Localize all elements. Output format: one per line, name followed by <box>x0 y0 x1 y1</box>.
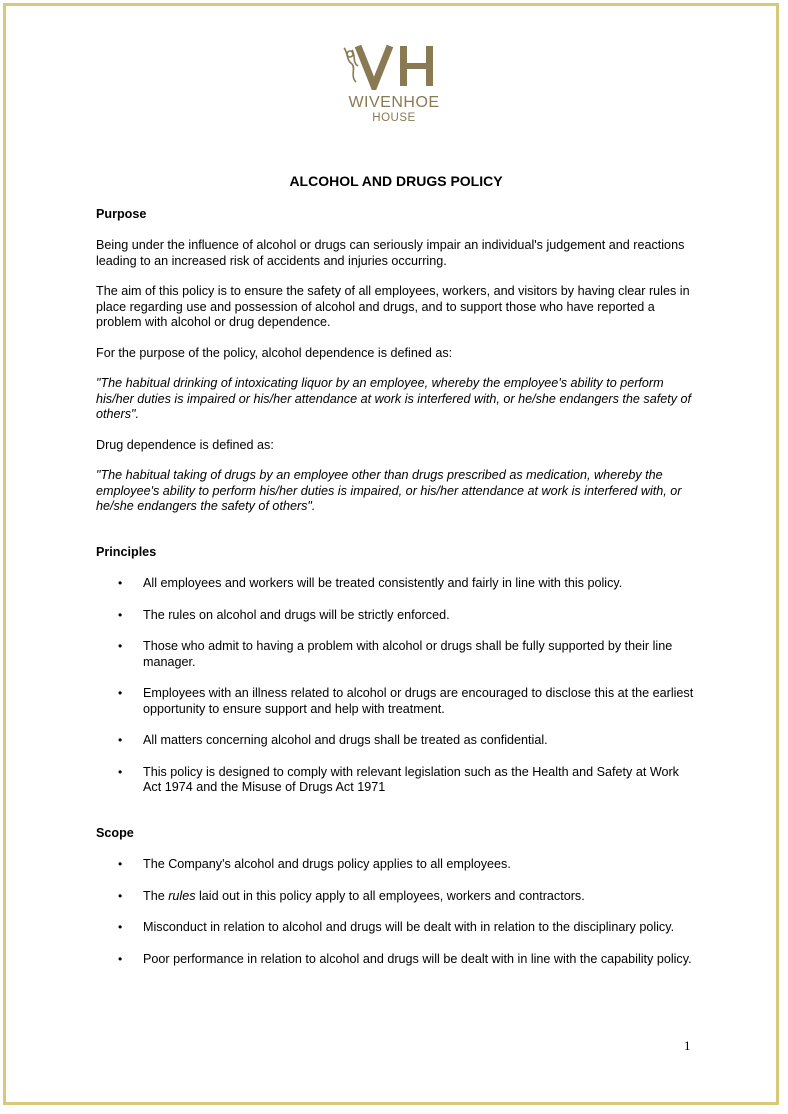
list-item: • Those who admit to having a problem with alcohol or drugs shall be fully supported by their line manager. <box>118 639 673 669</box>
drug-dependence-definition <box>96 468 696 515</box>
list-item: • The rules laid out in this policy apply to all employees, workers and contractors. <box>118 888 585 903</box>
bullet-icon: • <box>118 857 123 871</box>
list-item: • Poor performance in relation to alcohol and drugs will be dealt with in line with the capability policy. <box>118 951 692 966</box>
purpose-paragraph-2: The aim of this policy is to ensure the safety of all employees, workers, and visitors by having clear rules in place regarding use and possession of alcohol and drugs, and to support those who have reported a problem with alcohol or drug dependence. <box>96 284 690 329</box>
document-title: ALCOHOL AND DRUGS POLICY <box>289 173 503 189</box>
bullet-icon: • <box>118 607 123 622</box>
list-item: • All matters concerning alcohol and drugs shall be treated as confidential. <box>118 733 548 747</box>
list-item: • The rules on alcohol and drugs will be strictly enforced. <box>118 607 450 622</box>
purpose-paragraph-1: Being under the influence of alcohol or drugs can seriously impair an individual's judgement and reactions leading to an increased risk of accidents and injuries occurring. <box>96 238 685 268</box>
purpose-paragraph-4: Drug dependence is defined as: <box>96 437 274 452</box>
bullet-icon: • <box>118 951 123 966</box>
bullet-icon: • <box>118 576 123 590</box>
bullet-icon: • <box>118 686 123 700</box>
alcohol-dependence-definition <box>96 376 696 423</box>
purpose-paragraph-3: For the purpose of the policy, alcohol dependence is defined as: <box>96 345 453 360</box>
principles-list <box>96 576 696 796</box>
list-item: • The Company's alcohol and drugs policy applies to all employees. <box>118 857 511 871</box>
bullet-icon: • <box>118 639 123 653</box>
scope-list <box>96 857 696 967</box>
bullet-icon: • <box>118 764 123 779</box>
list-item: • This policy is designed to comply with relevant legislation such as the Health and Safety at Work Act 1974 and the Misuse of Drugs Act 1971 <box>118 764 679 794</box>
logo-subname: HOUSE <box>372 112 416 124</box>
page-number: 1 <box>684 1038 691 1053</box>
alcohol-definition-quote: "The habitual drinking of intoxicating liquor by an employee, whereby the employee's ability to perform his/her duties is impaired or his/her attendance at work is interfered with, or he/she endangers the safety of others". <box>96 376 692 421</box>
list-item: • All employees and workers will be treated consistently and fairly in line with this policy. <box>118 576 623 590</box>
drug-definition-quote: "The habitual taking of drugs by an employee other than drugs prescribed as medication, whereby the employee's ability to perform his/her duties is impaired, or his/her attendance at work is interfered with, or he/she endangers the safety of others". <box>96 468 682 513</box>
bullet-icon: • <box>118 888 123 903</box>
scope-heading: Scope <box>96 825 134 840</box>
bullet-icon: • <box>118 733 123 747</box>
logo-name: WIVENHOE <box>348 94 440 111</box>
document-body <box>96 174 696 983</box>
vh-monogram-icon <box>338 42 450 90</box>
bullet-icon: • <box>118 920 123 934</box>
list-item: • Employees with an illness related to alcohol or drugs are encouraged to disclose this at the earliest opportunity to ensure support and help with treatment. <box>118 686 694 716</box>
wivenhoe-house-logo <box>0 42 788 124</box>
purpose-heading: Purpose <box>96 206 147 221</box>
principles-heading: Principles <box>96 544 157 559</box>
list-item: • Misconduct in relation to alcohol and drugs will be dealt with in relation to the disciplinary policy. <box>118 920 675 934</box>
